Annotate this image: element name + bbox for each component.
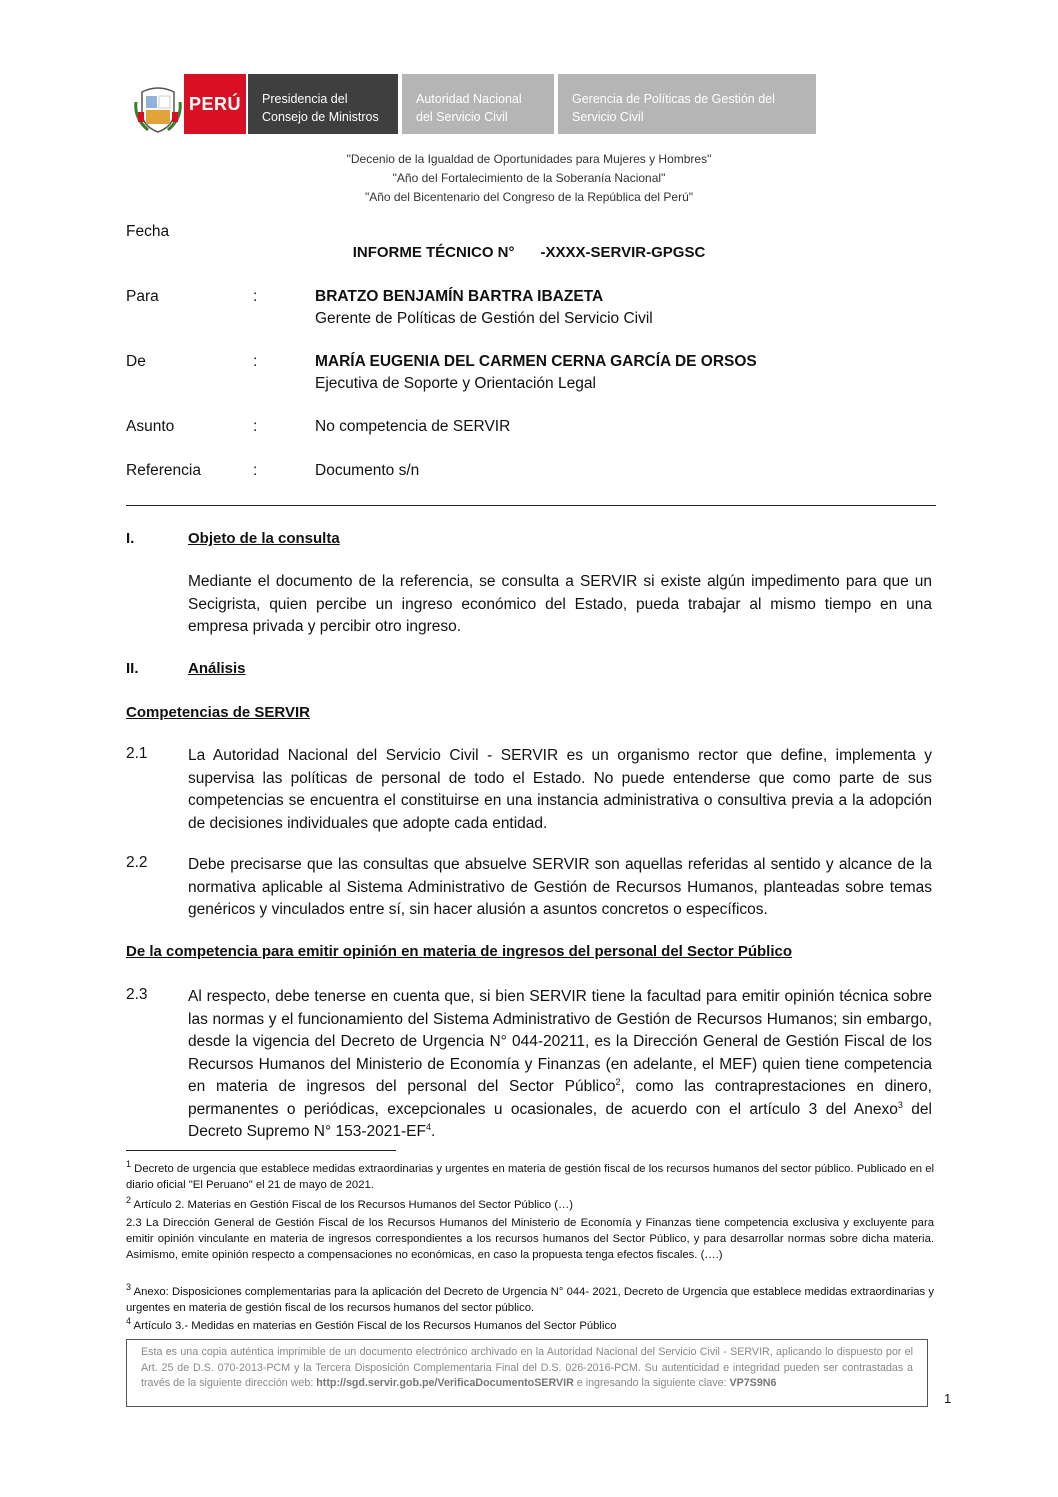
header-box-pcm [248, 74, 398, 134]
de-name: MARÍA EUGENIA DEL CARMEN CERNA GARCÍA DE ORSOS [315, 353, 757, 370]
report-title-right: -XXXX-SERVIR-GPGSC [540, 244, 706, 261]
paragraph-2-3-part-b: , como las contraprestaciones en dinero, permanentes o periódicas, excepcionales u ocasionales, de acuerdo con el artículo 3 del Anexo [188, 1078, 932, 1118]
footnote-3 [126, 1284, 934, 1316]
header-box-gerencia-line2: Servicio Civil [572, 110, 644, 124]
paragraph-2-1: La Autoridad Nacional del Servicio Civil - SERVIR es un organismo rector que define, implementa y supervisa las políticas de personal de todo el Estado. No puede entenderse que como parte de sus competencias se encuentra el constituirse en una instancia administrativa o consultiva previa a la adopción de decisiones individuales que adopte cada entidad. [188, 747, 932, 832]
de-label: De [126, 353, 146, 370]
footnote-ref-3: 3 [897, 1099, 903, 1110]
referencia-label: Referencia [126, 462, 201, 479]
footnote-2 [126, 1197, 934, 1213]
section-2-title: Análisis [188, 660, 246, 677]
footnote-1 [126, 1161, 934, 1193]
paragraph-2-3-part-d: . [430, 1123, 436, 1140]
header-box-pcm-line1: Presidencia del [262, 92, 348, 106]
authenticity-notice [126, 1339, 928, 1407]
de-colon: : [253, 353, 258, 370]
authenticity-text: Esta es una copia auténtica imprimible de un documento electrónico archivado en la Autoridad Nacional del Servicio Civil - SERVIR, aplicando lo dispuesto por el Art. 25 de D.S. 070-2013-PCM y la Tercera Disposición Complementaria Final del D.S. 026-2016-PCM. Su autenticidad e integridad pueden ser contrastadas a través de la siguiente dirección web: [141, 1346, 913, 1389]
footnote-2-number: 2 [126, 1195, 132, 1206]
section-1-number: I. [126, 530, 135, 547]
header-box-servir [402, 74, 554, 134]
peru-brand-box [184, 74, 246, 134]
footnote-separator [126, 1150, 396, 1151]
footnote-4-number: 4 [126, 1316, 132, 1327]
header-box-servir-line2: del Servicio Civil [416, 110, 508, 124]
report-title-left: INFORME TÉCNICO N° [352, 244, 515, 261]
section-1-body: Mediante el documento de la referencia, se consulta a SERVIR si existe algún impedimento para que un Secigrista, quien percibe un ingreso económico del Estado, pueda trabajar al mismo tiempo en una empresa privada y percibir otro ingreso. [188, 573, 932, 635]
asunto-value: No competencia de SERVIR [315, 418, 511, 435]
section-1-title: Objeto de la consulta [188, 530, 340, 547]
verification-url[interactable]: http://sgd.servir.gob.pe/VerificaDocumentoSERVIR [316, 1377, 574, 1389]
footnote-ref-2: 2 [615, 1076, 621, 1087]
header-box-pcm-line2: Consejo de Ministros [262, 110, 379, 124]
section-2-number: II. [126, 660, 139, 677]
referencia-colon: : [253, 462, 258, 479]
paragraph-2-3-part-a: Al respecto, debe tenerse en cuenta que, si bien SERVIR tiene la facultad para emitir opinión técnica sobre las normas y el funcionamiento del Sistema Administrativo de Gestión de Recursos Humanos; sin embargo, desde la vigencia del Decreto de Urgencia N° 044-20211, es la Dirección General de Gestión Fiscal de los Recursos Humanos del Ministerio de Economía y Finanzas (en adelante, el MEF) quien tiene competencia en materia de ingresos del personal del Sector Público [188, 988, 932, 1095]
decenio-line: "Año del Bicentenario del Congreso de la República del Perú" [364, 190, 694, 204]
subheading-ingresos: De la competencia para emitir opinión en materia de ingresos del personal del Sector Público [126, 943, 793, 960]
asunto-colon: : [253, 418, 258, 435]
decenio-line: "Año del Fortalecimiento de la Soberanía Nacional" [392, 171, 666, 185]
decenio-block [0, 150, 1058, 207]
coat-of-arms-logo [134, 82, 182, 134]
paragraph-2-3 [188, 986, 932, 1144]
report-title [0, 244, 1058, 261]
footnote-4 [126, 1318, 934, 1334]
footnote-3-text: Anexo: Disposiciones complementarias para la aplicación del Decreto de Urgencia N° 044- 2021, Decreto de Urgencia que establece medidas extraordinarias y urgentes en materia de gestión fiscal de los recursos humanos del sector público. [126, 1286, 934, 1314]
footnote-1-number: 1 [126, 1159, 132, 1170]
footnote-1-text: Decreto de urgencia que establece medidas extraordinarias y urgentes en materia de gestión fiscal de los recursos humanos del sector público. Publicado en el diario oficial "El Peruano" el 21 de mayo de 2021. [126, 1163, 934, 1191]
page-number: 1 [944, 1391, 952, 1406]
footnote-4-text: Artículo 3.- Medidas en materias en Gestión Fiscal de los Recursos Humanos del Sector Público [131, 1320, 617, 1332]
para-label: Para [126, 288, 159, 305]
peru-brand-text: PERÚ [188, 93, 241, 114]
footnote-ref-4: 4 [425, 1121, 431, 1132]
header-box-gerencia [558, 74, 816, 134]
para-name: BRATZO BENJAMÍN BARTRA IBAZETA [315, 288, 604, 305]
paragraph-2-2: Debe precisarse que las consultas que absuelve SERVIR son aquellas referidas al sentido y alcance de la normativa aplicable al Sistema Administrativo de Gestión de Recursos Humanos, planteadas sobre temas genéricos y vinculados entre sí, sin hacer alusión a asuntos concretos o específicos. [188, 856, 932, 918]
footnote-2-text: Artículo 2. Materias en Gestión Fiscal de los Recursos Humanos del Sector Público (…) [131, 1199, 574, 1211]
header-divider [126, 505, 936, 506]
para-colon: : [253, 288, 258, 305]
paragraph-2-2-number: 2.2 [126, 854, 148, 871]
decenio-line: "Decenio de la Igualdad de Oportunidades para Mujeres y Hombres" [346, 152, 712, 166]
verification-key: VP7S9N6 [729, 1377, 777, 1389]
footnote-3-number: 3 [126, 1282, 132, 1293]
header-box-servir-line1: Autoridad Nacional [416, 92, 522, 106]
paragraph-2-3-part-c: del Decreto Supremo N° 153-2021-EF [188, 1100, 932, 1140]
paragraph-2-3-number: 2.3 [126, 986, 148, 1003]
para-role: Gerente de Políticas de Gestión del Servicio Civil [315, 310, 653, 327]
subheading-competencias: Competencias de SERVIR [126, 704, 310, 721]
fecha-label: Fecha [126, 223, 170, 240]
paragraph-2-1-number: 2.1 [126, 745, 148, 762]
de-role: Ejecutiva de Soporte y Orientación Legal [315, 375, 596, 392]
authenticity-mid: e ingresando la siguiente clave: [573, 1377, 730, 1389]
header-box-gerencia-line1: Gerencia de Políticas de Gestión del [572, 92, 775, 106]
asunto-label: Asunto [126, 418, 175, 435]
footnote-2-body: 2.3 La Dirección General de Gestión Fiscal de los Recursos Humanos del Ministerio de Economía y Finanzas tiene competencia exclusiva y excluyente para emitir opinión vinculante en materia de ingresos correspondientes a los recursos humanos del Sector Público, y para desarrollar normas sobre dicha materia. Asimismo, emite opinión respecto a compensaciones no económicas, en caso la propuesta tenga efectos fiscales. (….) [126, 1217, 934, 1261]
referencia-value: Documento s/n [315, 462, 420, 479]
